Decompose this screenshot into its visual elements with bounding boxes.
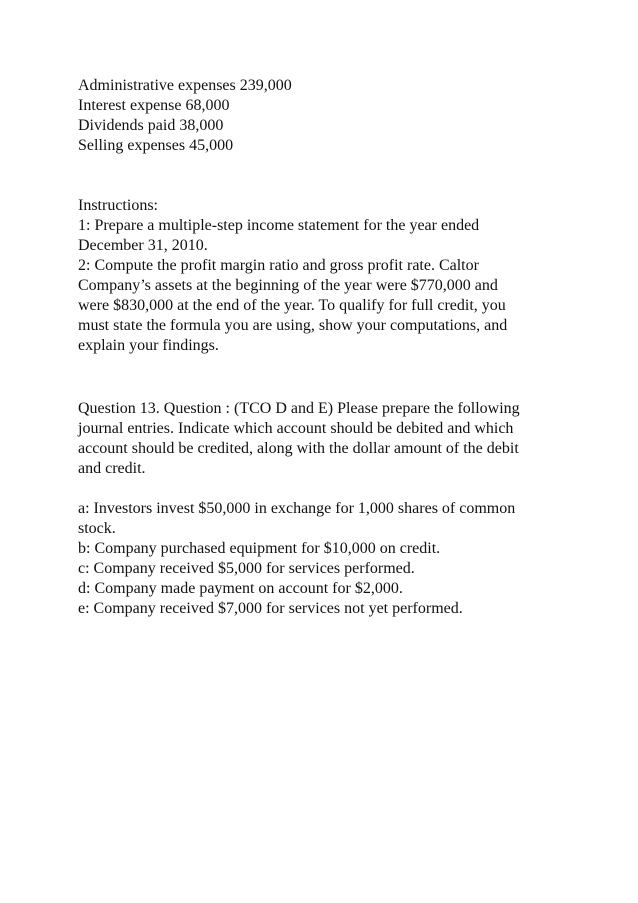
instructions-line: were $830,000 at the end of the year. To qualify for full credit, you [78, 297, 506, 314]
expenses-list [78, 76, 568, 156]
journal-entry-line: a: Investors invest $50,000 in exchange for 1,000 shares of common [78, 500, 516, 517]
journal-entry-line: c: Company received $5,000 for services performed. [78, 560, 415, 577]
spacer [78, 356, 568, 399]
spacer [78, 479, 568, 499]
instructions-line: explain your findings. [78, 337, 219, 354]
instructions-line: 2: Compute the profit margin ratio and gross profit rate. Caltor [78, 257, 479, 274]
journal-entry-line: b: Company purchased equipment for $10,000 on credit. [78, 540, 441, 557]
question-line: and credit. [78, 460, 146, 477]
question-13-block [78, 399, 568, 479]
question-line: journal entries. Indicate which account should be debited and which [78, 420, 514, 437]
document-page [78, 76, 568, 619]
journal-entry-line: stock. [78, 520, 116, 537]
instructions-block [78, 196, 568, 356]
expense-line: Dividends paid 38,000 [78, 117, 224, 134]
instructions-line: December 31, 2010. [78, 237, 208, 254]
question-line: Question 13. Question : (TCO D and E) Please prepare the following [78, 400, 520, 417]
journal-entry-line: d: Company made payment on account for $2,000. [78, 580, 403, 597]
journal-entries-list [78, 499, 568, 619]
spacer [78, 156, 568, 196]
instructions-line: 1: Prepare a multiple-step income statement for the year ended [78, 217, 480, 234]
journal-entry-line: e: Company received $7,000 for services not yet performed. [78, 600, 463, 617]
instructions-line: Company’s assets at the beginning of the year were $770,000 and [78, 277, 498, 294]
instructions-heading: Instructions: [78, 197, 158, 214]
instructions-line: must state the formula you are using, show your computations, and [78, 317, 508, 334]
question-line: account should be credited, along with the dollar amount of the debit [78, 440, 519, 457]
expense-line: Interest expense 68,000 [78, 97, 230, 114]
expense-line: Selling expenses 45,000 [78, 137, 234, 154]
expense-line: Administrative expenses 239,000 [78, 77, 292, 94]
